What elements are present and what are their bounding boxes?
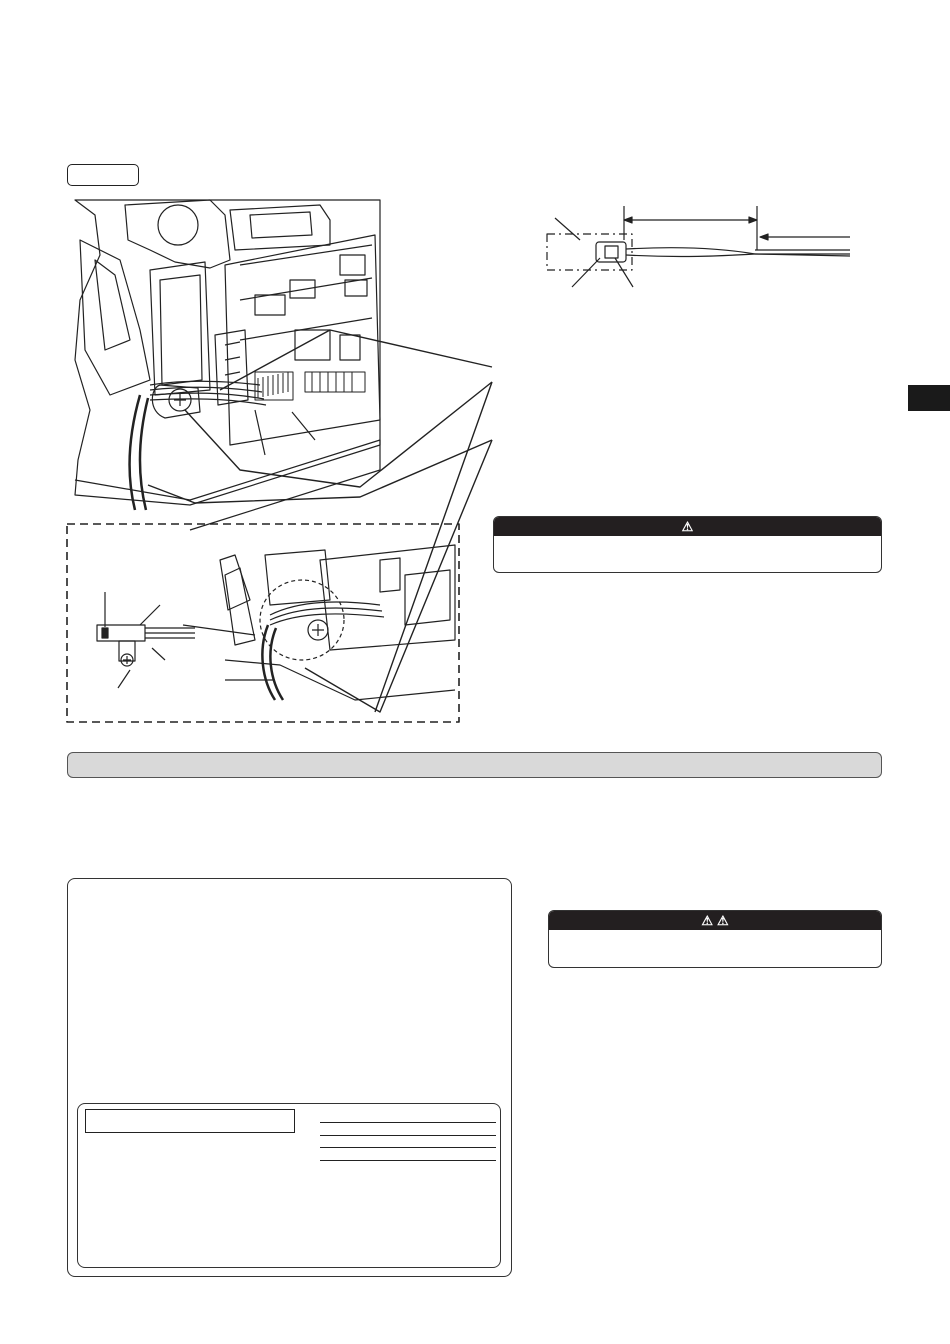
control-board-drawing [75, 200, 492, 530]
warning-box-1 [493, 516, 882, 573]
inset-table-rule-4 [320, 1160, 496, 1161]
warning-text-2 [549, 930, 881, 938]
warning-triangle-icon: ⚠ [717, 912, 729, 928]
section-header-bar [67, 752, 882, 778]
warning-header-1 [494, 517, 881, 536]
inset-title-box [85, 1109, 295, 1133]
inset-table-rule-3 [320, 1147, 496, 1148]
warning-box-2 [548, 910, 882, 968]
clamp-detail [97, 592, 255, 688]
warning-triangle-icon: ⚠ [681, 518, 694, 534]
inset-table-rule-2 [320, 1135, 496, 1136]
warning-triangle-icon: ⚠ [701, 912, 713, 928]
warning-text-1 [494, 536, 881, 544]
warning-header-2 [549, 911, 881, 930]
board-closeup [220, 382, 492, 712]
sensor-length-detail [547, 206, 850, 287]
inset-table-rule-1 [320, 1122, 496, 1123]
